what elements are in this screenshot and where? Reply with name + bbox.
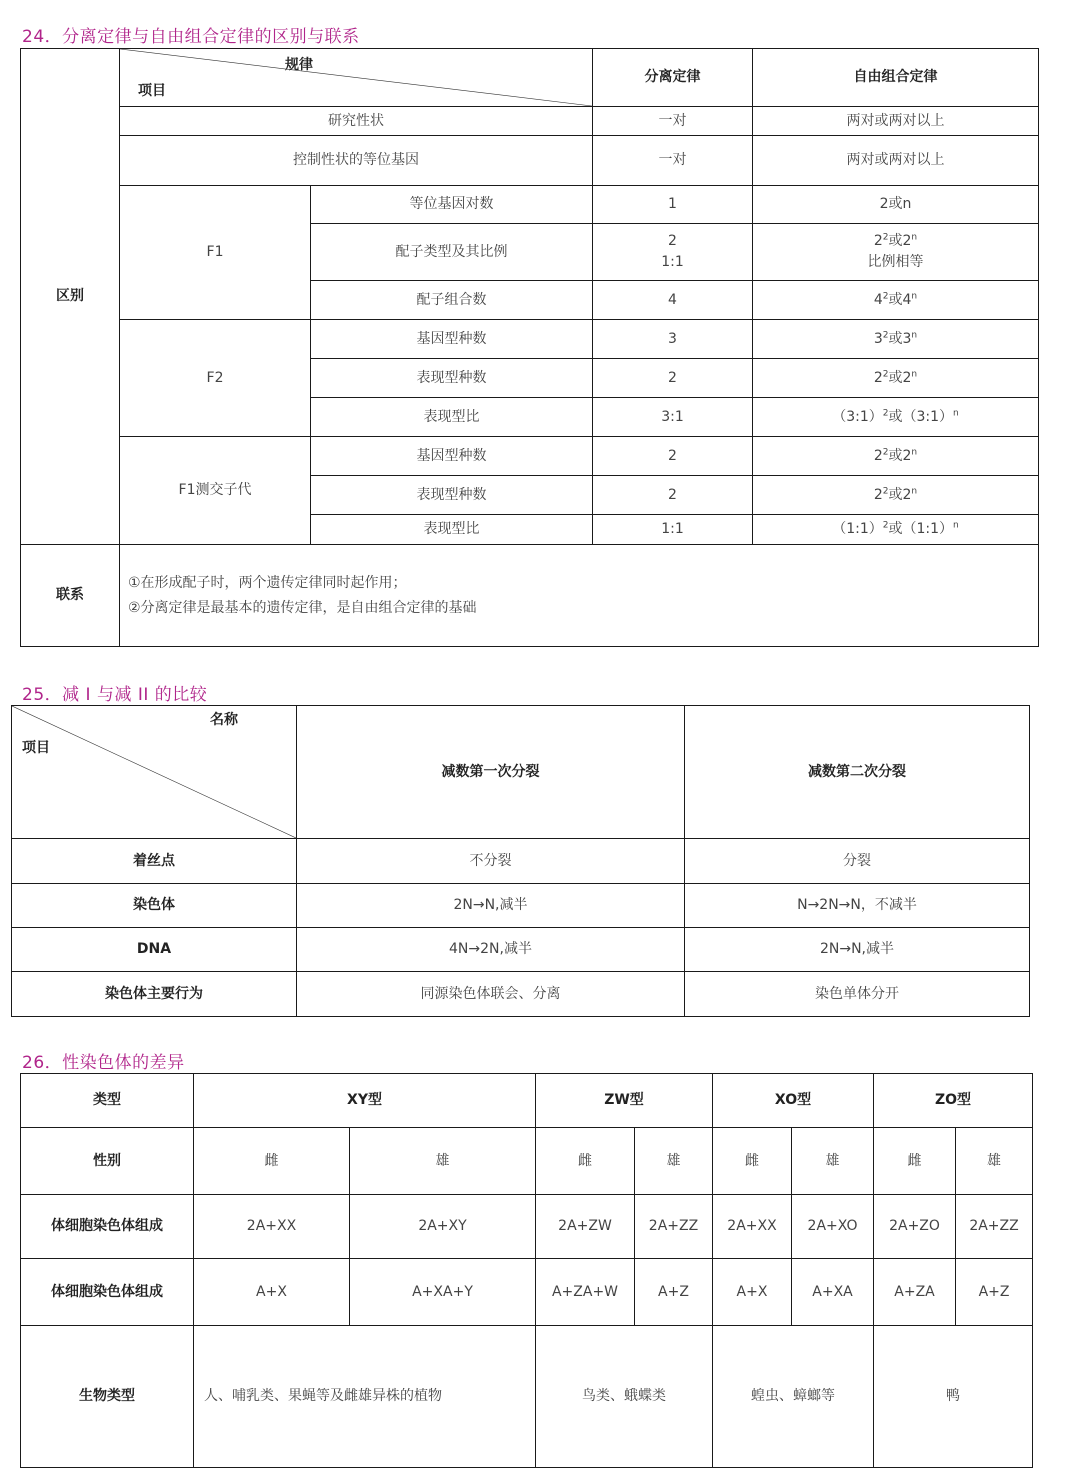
f2-row-label: 表现型比 — [311, 398, 593, 437]
type-zw: ZW型 — [536, 1074, 713, 1128]
row-value-a: 2N→N,减半 — [297, 884, 685, 928]
diagonal-header-cell — [12, 706, 297, 839]
somatic-composition-label: 体细胞染色体组成 — [21, 1195, 194, 1259]
difference-label: 区别 — [21, 49, 120, 545]
sex-male: 雄 — [635, 1128, 713, 1195]
composition-cell: A+XA — [792, 1259, 874, 1326]
composition-cell: A+Z — [956, 1259, 1033, 1326]
type-xo: XO型 — [713, 1074, 874, 1128]
composition-cell: A+ZA+W — [536, 1259, 635, 1326]
type-label: 类型 — [21, 1074, 194, 1128]
composition-cell: 2A+XO — [792, 1195, 874, 1259]
f1-ratio-equal: 比例相等 — [867, 254, 924, 270]
sex-female: 雌 — [194, 1128, 350, 1195]
f1-row-b: 2或n — [753, 186, 1039, 224]
f2-row-b: $3^2$或3$^n$ — [753, 320, 1039, 359]
f2-row-b: （3:1）$^2$或（3:1）$^n$ — [753, 398, 1039, 437]
diagonal-line — [12, 706, 296, 838]
f1-testcross-label: F1测交子代 — [120, 437, 311, 545]
f1-row-label: 配子组合数 — [311, 281, 593, 320]
f1-gamete-ratio: 1:1 — [661, 254, 684, 270]
row-trait-label: 研究性状 — [120, 107, 593, 136]
organism-zo: 鸭 — [874, 1326, 1033, 1468]
sex-male: 雄 — [792, 1128, 874, 1195]
sex-female: 雌 — [713, 1128, 792, 1195]
row-trait-b: 两对或两对以上 — [753, 107, 1039, 136]
composition-cell: 2A+XX — [713, 1195, 792, 1259]
row-value-b: 2N→N,减半 — [685, 928, 1030, 972]
row-value-b: 分裂 — [685, 839, 1030, 884]
row-label: 着丝点 — [12, 839, 297, 884]
f1-label: F1 — [120, 186, 311, 320]
meiosis-comparison-table — [11, 705, 1030, 1017]
f2-row-b: $2^2$或2$^n$ — [753, 359, 1039, 398]
sex-chromosome-table — [20, 1073, 1033, 1468]
col-meiosis-2: 减数第二次分裂 — [685, 706, 1030, 839]
relationship-point-2: ②分离定律是最基本的遗传定律，是自由组合定律的基础 — [128, 599, 477, 616]
row-value-a: 4N→2N,减半 — [297, 928, 685, 972]
section-24-title: 24．分离定律与自由组合定律的区别与联系 — [22, 27, 360, 47]
composition-cell: A+X — [194, 1259, 350, 1326]
row-trait-a: 一对 — [593, 107, 753, 136]
f2-row-a: 3 — [593, 320, 753, 359]
f1-row-b: $2^2$或2$^n$ 比例相等 — [753, 224, 1039, 281]
f1-row-a: 1 — [593, 186, 753, 224]
sex-label: 性别 — [21, 1128, 194, 1195]
row-value-a: 不分裂 — [297, 839, 685, 884]
row-label: 染色体 — [12, 884, 297, 928]
col-independent-assortment: 自由组合定律 — [753, 49, 1039, 107]
organism-type-label: 生物类型 — [21, 1326, 194, 1468]
row-value-b: 染色单体分开 — [685, 972, 1030, 1017]
composition-cell: A+ZA — [874, 1259, 956, 1326]
composition-cell: 2A+ZO — [874, 1195, 956, 1259]
test-row-a: 1:1 — [593, 515, 753, 545]
row-allele-a: 一对 — [593, 136, 753, 186]
header-item-label: 项目 — [138, 83, 166, 99]
organism-zw: 鸟类、蛾蝶类 — [536, 1326, 713, 1468]
f2-label: F2 — [120, 320, 311, 437]
test-row-label: 表现型比 — [311, 515, 593, 545]
composition-cell: 2A+ZW — [536, 1195, 635, 1259]
type-xy: XY型 — [194, 1074, 536, 1128]
somatic-composition-label-2: 体细胞染色体组成 — [21, 1259, 194, 1326]
row-allele-b: 两对或两对以上 — [753, 136, 1039, 186]
diagonal-line — [120, 49, 592, 106]
relationship-point-1: ①在形成配子时，两个遗传定律同时起作用； — [128, 574, 407, 591]
sex-female: 雌 — [536, 1128, 635, 1195]
header-name-label: 名称 — [210, 712, 238, 728]
sex-male: 雄 — [350, 1128, 536, 1195]
test-row-b: $2^2$或2$^n$ — [753, 476, 1039, 515]
sex-female: 雌 — [874, 1128, 956, 1195]
test-row-b: $2^2$或2$^n$ — [753, 437, 1039, 476]
section-26-title: 26．性染色体的差异 — [22, 1053, 185, 1073]
relationship-label: 联系 — [21, 545, 120, 647]
composition-cell: 2A+XY — [350, 1195, 536, 1259]
col-separation-law: 分离定律 — [593, 49, 753, 107]
test-row-label: 表现型种数 — [311, 476, 593, 515]
sex-male: 雄 — [956, 1128, 1033, 1195]
f2-row-a: 2 — [593, 359, 753, 398]
row-label: 染色体主要行为 — [12, 972, 297, 1017]
f1-row-label: 等位基因对数 — [311, 186, 593, 224]
test-row-label: 基因型种数 — [311, 437, 593, 476]
composition-cell: 2A+XX — [194, 1195, 350, 1259]
diagonal-header-cell — [120, 49, 593, 107]
header-law-label: 规律 — [285, 57, 313, 73]
header-item-label: 项目 — [22, 740, 50, 756]
f1-row-label: 配子类型及其比例 — [311, 224, 593, 281]
section-25-title: 25．减 I 与减 II 的比较 — [22, 685, 208, 705]
f1-row-a: 4 — [593, 281, 753, 320]
test-row-a: 2 — [593, 437, 753, 476]
organism-xo: 蝗虫、蟑螂等 — [713, 1326, 874, 1468]
composition-cell: A+Z — [635, 1259, 713, 1326]
f2-row-label: 基因型种数 — [311, 320, 593, 359]
f2-row-a: 3:1 — [593, 398, 753, 437]
composition-cell: A+XA+Y — [350, 1259, 536, 1326]
col-meiosis-1: 减数第一次分裂 — [297, 706, 685, 839]
composition-cell: 2A+ZZ — [956, 1195, 1033, 1259]
composition-cell: A+X — [713, 1259, 792, 1326]
organism-xy: 人、哺乳类、果蝇等及雌雄异株的植物 — [194, 1326, 536, 1468]
composition-cell: 2A+ZZ — [635, 1195, 713, 1259]
test-row-b: （1:1）$^2$或（1:1）$^n$ — [753, 515, 1039, 545]
f1-gamete-types: 2 — [668, 233, 677, 249]
row-value-a: 同源染色体联会、分离 — [297, 972, 685, 1017]
f2-row-label: 表现型种数 — [311, 359, 593, 398]
row-label: DNA — [12, 928, 297, 972]
type-zo: ZO型 — [874, 1074, 1033, 1128]
f1-row-b: $4^2$或4$^n$ — [753, 281, 1039, 320]
law-comparison-table — [20, 48, 1039, 647]
row-value-b: N→2N→N，不减半 — [685, 884, 1030, 928]
f1-row-a — [593, 224, 753, 281]
relationship-content — [120, 545, 1039, 647]
row-allele-label: 控制性状的等位基因 — [120, 136, 593, 186]
test-row-a: 2 — [593, 476, 753, 515]
